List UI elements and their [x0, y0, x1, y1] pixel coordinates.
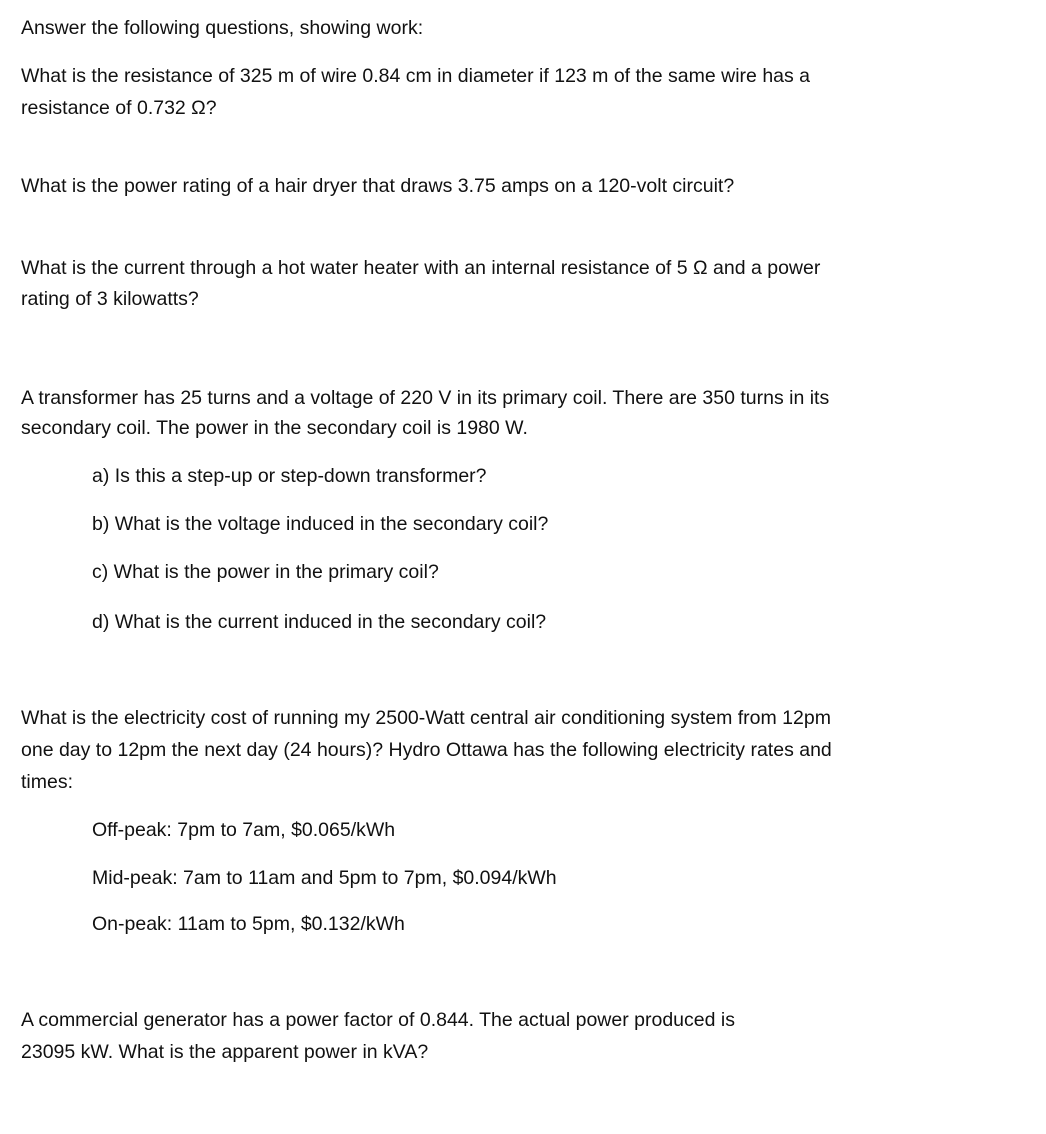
question-3-line-1: What is the current through a hot water heater with an internal resistance of 5 Ω and a power: [21, 257, 821, 279]
question-4-part-c: c) What is the power in the primary coil?: [92, 561, 439, 583]
question-1-line-2: resistance of 0.732 Ω?: [21, 97, 217, 119]
rate-on-peak: On-peak: 11am to 5pm, $0.132/kWh: [92, 913, 405, 935]
question-5-line-1: What is the electricity cost of running my 2500-Watt central air conditioning system from 12pm: [21, 707, 831, 729]
question-4-part-a: a) Is this a step-up or step-down transformer?: [92, 465, 487, 487]
question-5-line-2: one day to 12pm the next day (24 hours)? Hydro Ottawa has the following electricity rates and: [21, 739, 832, 761]
question-1-line-1: What is the resistance of 325 m of wire 0.84 cm in diameter if 123 m of the same wire has a: [21, 65, 811, 87]
question-3-line-2: rating of 3 kilowatts?: [21, 288, 199, 310]
question-4-line-2: secondary coil. The power in the secondary coil is 1980 W.: [21, 417, 528, 439]
rate-off-peak: Off-peak: 7pm to 7am, $0.065/kWh: [92, 819, 396, 841]
question-2-line-1: What is the power rating of a hair dryer that draws 3.75 amps on a 120-volt circuit?: [21, 175, 735, 197]
instructions-heading: Answer the following questions, showing work:: [21, 17, 424, 39]
question-5-line-3: times:: [21, 771, 74, 793]
question-6-line-2: 23095 kW. What is the apparent power in kVA?: [21, 1041, 429, 1063]
rate-mid-peak: Mid-peak: 7am to 11am and 5pm to 7pm, $0.094/kWh: [92, 867, 557, 889]
question-4-part-d: d) What is the current induced in the secondary coil?: [92, 611, 547, 633]
question-4-line-1: A transformer has 25 turns and a voltage of 220 V in its primary coil. There are 350 turns in its: [21, 387, 830, 409]
question-4-part-b: b) What is the voltage induced in the secondary coil?: [92, 513, 549, 535]
question-6-line-1: A commercial generator has a power factor of 0.844. The actual power produced is: [21, 1009, 735, 1031]
